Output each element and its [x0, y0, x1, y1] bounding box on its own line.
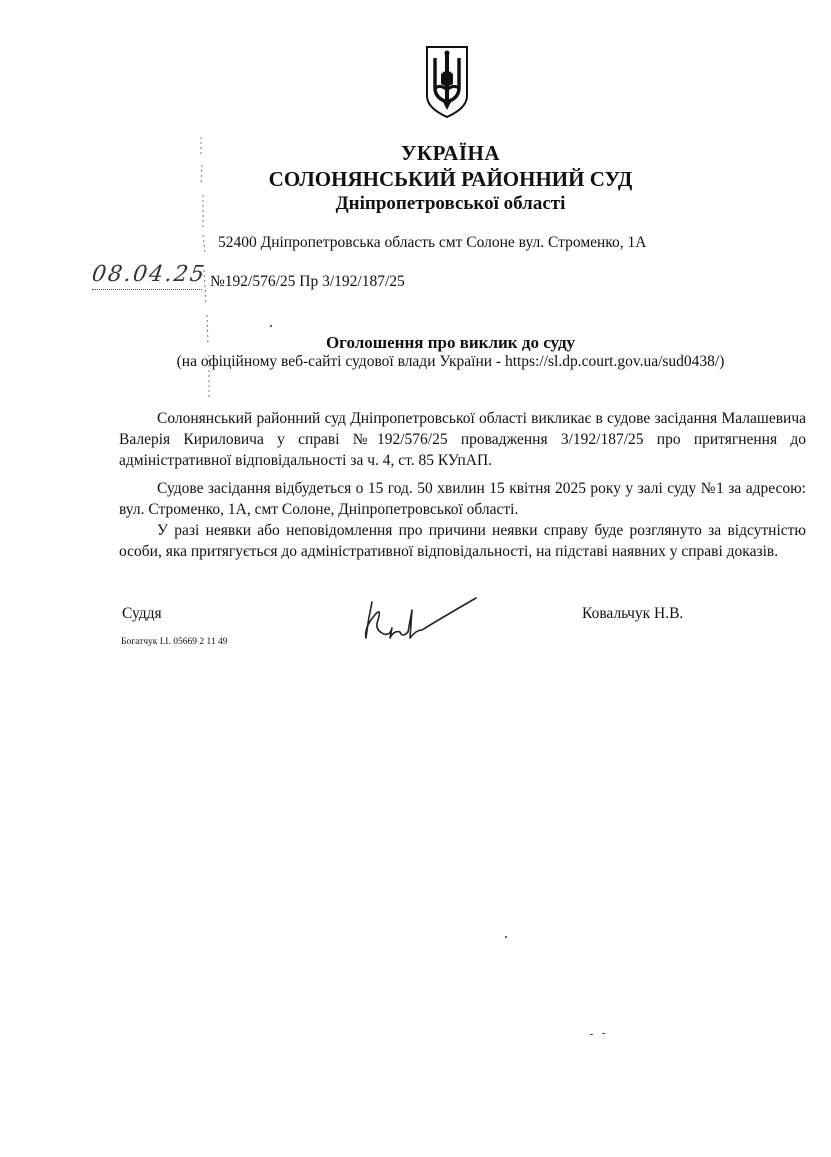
court-address: 52400 Дніпропетровська область смт Солоне вул. Строменко, 1А: [218, 234, 647, 251]
executor-info: Богатчук І.І. 05669 2 11 49: [121, 637, 228, 647]
handwritten-date: 08.04.25: [90, 262, 208, 287]
registration-number: №192/576/25 Пр 3/192/187/25: [210, 273, 405, 290]
body-paragraph-1: [119, 408, 806, 471]
region-heading: Дніпропетровської області: [335, 193, 566, 214]
paragraph-text: У разі неявки або неповідомлення про причини неявки справу буде розглянуто за відсутністю особи, яка притягується до адміністративної відповідальності, на підставі наявних у справі доказів.: [119, 522, 806, 560]
country-heading: УКРАЇНА: [400, 141, 501, 165]
body-paragraph-3: [119, 520, 806, 562]
judge-name: Ковальчук Н.В.: [582, 605, 684, 622]
scan-speck: [602, 1033, 605, 1034]
paragraph-text: Судове засідання відбудеться о 15 год. 50 хвилин 15 квітня 2025 року у залі суду №1 за адресою: вул. Строменко, 1А, смт Солоне, Дніпропетровської області.: [119, 480, 806, 518]
date-underline: [92, 289, 202, 290]
court-name-heading: СОЛОНЯНСЬКИЙ РАЙОННИЙ СУД: [268, 167, 633, 191]
scan-speck: [590, 1034, 593, 1035]
paragraph-text: Солонянський районний суд Дніпропетровської області викликає в судове засідання Малашевича Валерія Кириловича у справі №192/576/25 провадження 3/192/187/25 про притягнення до адміністративної відповідальності за ч. 4, ст. 85 КУпАП.: [119, 410, 806, 469]
announcement-title: Оголошення про виклик до суду: [325, 333, 576, 352]
body-paragraph-2: [119, 478, 806, 520]
coat-of-arms-trident-icon: [423, 44, 471, 120]
handwritten-signature: [358, 590, 483, 650]
scan-speck: [505, 936, 507, 938]
scan-speck: [270, 325, 272, 327]
announcement-subtitle: (на офіційному веб-сайті судової влади України - https://sl.dp.court.gov.ua/sud0438/): [176, 353, 725, 370]
judge-title: Суддя: [122, 605, 162, 622]
